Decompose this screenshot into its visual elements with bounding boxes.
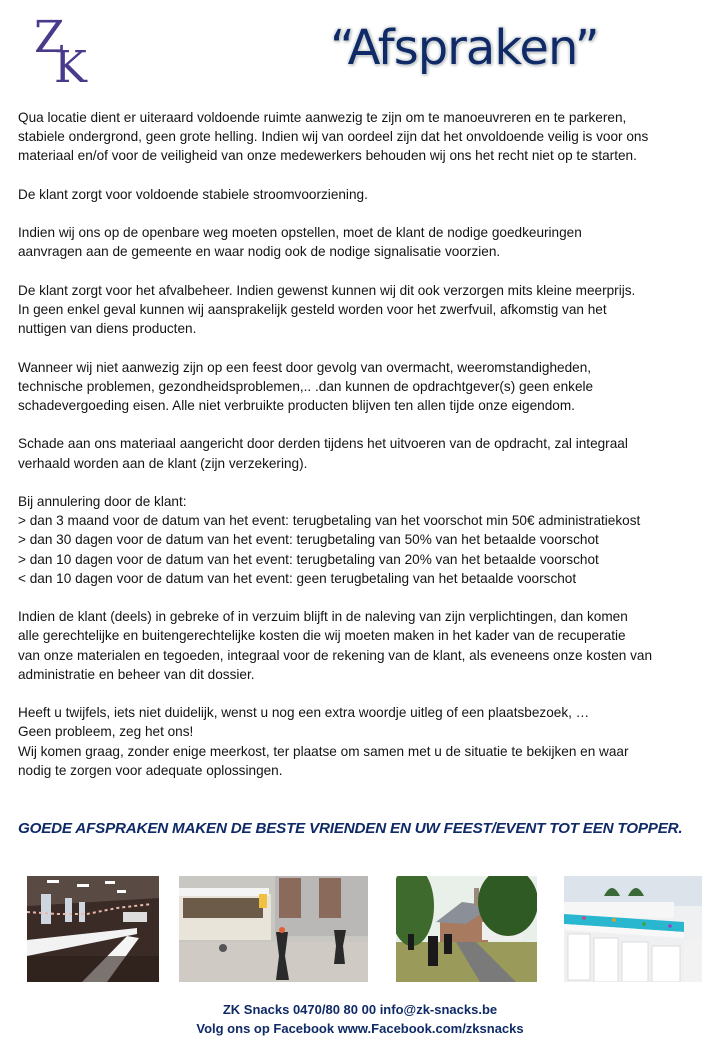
paragraph-line: Qua locatie dient er uiteraard voldoende ruimte aanwezig te zijn om te manoeuvreren en te parkeren, <box>18 110 627 125</box>
terms-body <box>18 108 708 799</box>
paragraph-line: technische problemen, gezondheidsproblemen,.. .dan kunnen de opdrachtgever(s) geen enkele <box>18 378 594 394</box>
food-trailer-image <box>179 876 368 982</box>
paragraph-line: alle gerechtelijke en buitengerechtelijke kosten die wij moeten maken in het kader van de recuperatie <box>18 628 626 644</box>
terms-paragraph <box>18 492 708 588</box>
paragraph-line: Bij annulering door de klant: <box>18 493 187 509</box>
paragraph-line: van onze materialen en tegoeden, integraal voor de rekening van de klant, als eveneens onze kosten van <box>18 647 653 663</box>
tent-tables-image <box>564 876 702 982</box>
paragraph-line: nodig te zorgen voor adequate oplossingen. <box>18 762 283 778</box>
paragraph-line: Indien wij ons op de openbare weg moeten opstellen, moet de klant de nodige goedkeuringen <box>18 225 582 241</box>
paragraph-line: Schade aan ons materiaal aangericht door derden tijdens het uitvoeren van de opdracht, zal integraal <box>18 436 628 452</box>
paragraph-line: In geen enkel geval kunnen wij aansprakelijk gesteld worden voor het zwerfvuil, afkomstig van het <box>18 301 607 317</box>
logo-letter-k: K <box>54 42 87 93</box>
paragraph-line: verhaald worden aan de klant (zijn verzekering). <box>18 455 308 471</box>
terms-paragraph <box>18 223 708 261</box>
footer-facebook: Volg ons op Facebook www.Facebook.com/zksnacks <box>196 1021 524 1036</box>
paragraph-line: administratie en beheer van dit dossier. <box>18 666 255 682</box>
page-title: “Afspraken” <box>330 20 599 76</box>
photo-tent-tables <box>564 876 702 982</box>
paragraph-line: < dan 10 dagen voor de datum van het event: geen terugbetaling van het betaalde voorschot <box>18 570 577 586</box>
terms-paragraph <box>18 108 708 166</box>
terms-paragraph <box>18 434 708 472</box>
paragraph-line: Wij komen graag, zonder enige meerkost, ter plaatse om samen met u de situatie te bekijken en waar <box>18 743 629 759</box>
zk-logo <box>28 12 98 94</box>
paragraph-line: Wanneer wij niet aanwezig zijn op een feest door gevolg van overmacht, weeromstandigheden, <box>18 359 592 375</box>
terms-paragraph <box>18 281 708 339</box>
terms-paragraph <box>18 358 708 416</box>
terms-paragraph <box>18 607 708 684</box>
paragraph-line: stabiele ondergrond, geen grote helling. Indien wij van oordeel zijn dat het onvoldoende veilig is voor ons <box>18 129 649 145</box>
paragraph-line: nuttigen van diens producten. <box>18 321 197 337</box>
paragraph-line: schadevergoeding eisen. Alle niet verbruikte producten blijven ten allen tijde onze eigendom. <box>18 397 575 413</box>
paragraph-line: Indien de klant (deels) in gebreke of in verzuim blijft in de naleving van zijn verplichtingen, dan komen <box>18 609 628 625</box>
paragraph-line: > dan 10 dagen voor de datum van het event: terugbetaling van 20% van het betaalde voorschot <box>18 551 599 567</box>
paragraph-line: > dan 3 maand voor de datum van het event: terugbetaling van het voorschot min 50€ administratiekost <box>18 513 641 529</box>
photo-chapel-garden <box>396 876 537 982</box>
paragraph-line: aanvragen aan de gemeente en waar nodig ook de nodige signalisatie voorzien. <box>18 244 501 260</box>
event-hall-image <box>27 876 159 982</box>
photo-food-trailer <box>179 876 368 982</box>
terms-paragraph <box>18 703 708 780</box>
photo-event-hall <box>27 876 159 982</box>
paragraph-line: Geen probleem, zeg het ons! <box>18 724 194 740</box>
terms-paragraph <box>18 185 708 204</box>
paragraph-line: > dan 30 dagen voor de datum van het event: terugbetaling van 50% van het betaalde voorschot <box>18 532 599 548</box>
paragraph-line: De klant zorgt voor voldoende stabiele stroomvoorziening. <box>18 186 368 202</box>
paragraph-line: De klant zorgt voor het afvalbeheer. Indien gewenst kunnen wij dit ook verzorgen mits kleine meerprijs. <box>18 282 636 298</box>
logo-letter-z: Z <box>34 12 65 63</box>
chapel-garden-image <box>396 876 537 982</box>
paragraph-line: Heeft u twijfels, iets niet duidelijk, wenst u nog een extra woordje uitleg of een plaatsbezoek, … <box>18 705 590 721</box>
paragraph-line: materiaal en/of voor de veiligheid van onze medewerkers behouden wij ons het recht niet op te starten. <box>18 148 637 164</box>
slogan: GOEDE AFSPRAKEN MAKEN DE BESTE VRIENDEN EN UW FEEST/EVENT TOT EEN TOPPER. <box>18 820 683 837</box>
footer-contact: ZK Snacks 0470/80 80 00 info@zk-snacks.be <box>222 1002 498 1017</box>
